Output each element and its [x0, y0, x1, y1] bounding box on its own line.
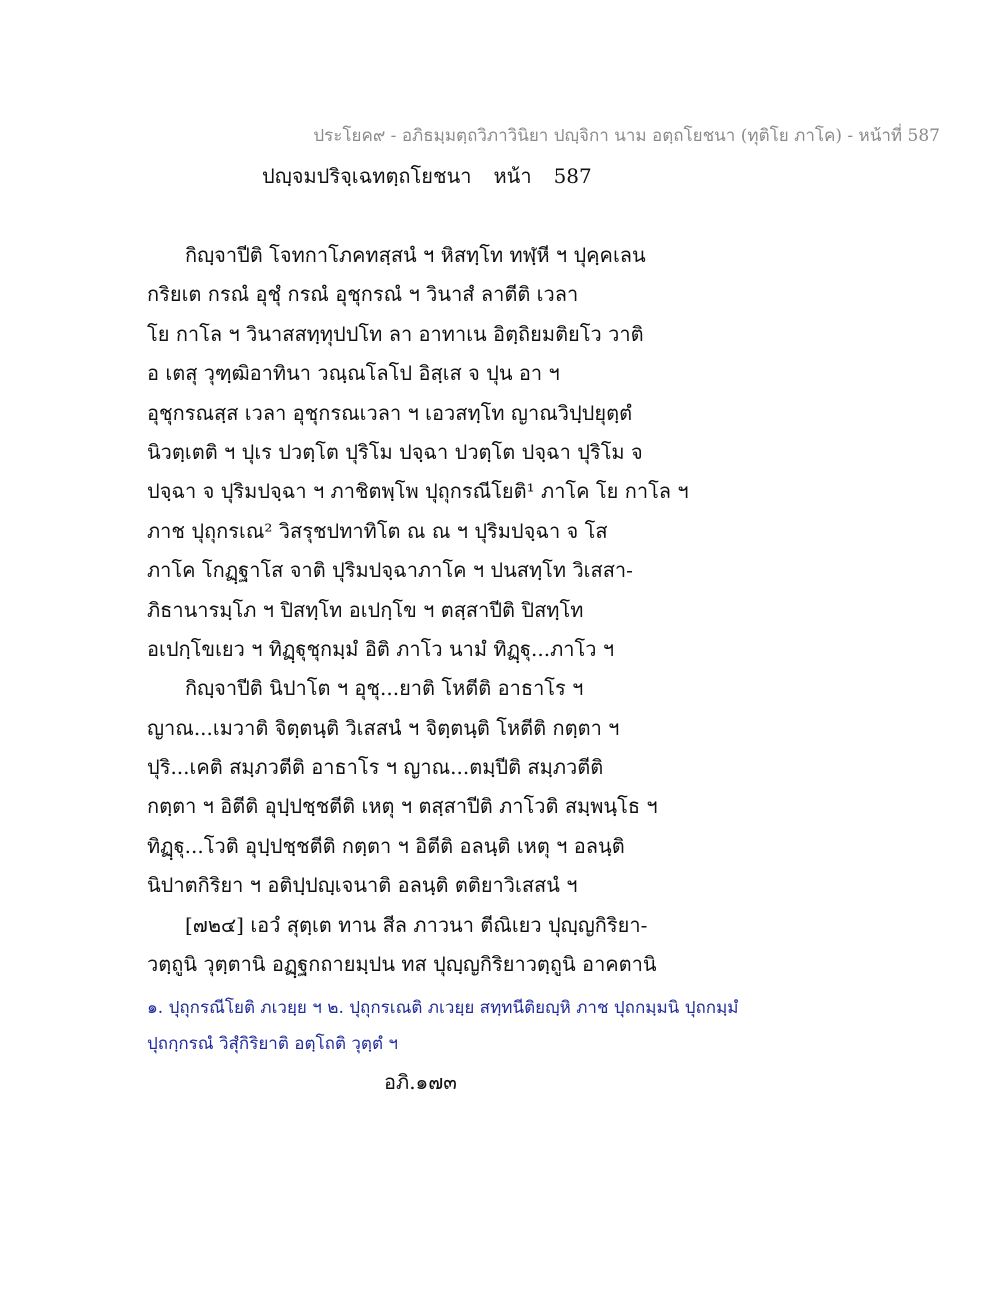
- body-line: ภาโค โกฏฺฐาโส จาติ ปุริมปจฺฉาภาโค ฯ ปนสทฺโท วิเสสา-: [147, 558, 633, 583]
- chapter-heading: [262, 160, 592, 192]
- footnotes: [147, 990, 887, 1062]
- body-line: กิญฺจาปีติ นิปาโต ฯ อุชุ...ยาติ โหตีติ อาธาโร ฯ: [185, 676, 584, 701]
- running-header: ประโยค๙ - อภิธมฺมตฺถวิภาวินิยา ปญฺจิกา นาม อตฺถโยชนา (ทุติโย ภาโค) - หน้าที่ 587: [313, 126, 940, 146]
- footnote-line: ปุถกฺกรณํ วิสุํกิริยาติ อตฺโถติ วุตฺตํ ฯ: [147, 1034, 398, 1054]
- body-line: ปุริ...เคติ สมฺภวตีติ อาธาโร ฯ ญาณ...ตมฺปีติ สมฺภวตีติ: [147, 755, 604, 780]
- body-line: ทิฏฺฐุ...โวติ อุปฺปชฺชตีติ กตฺตา ฯ อิตีติ อลนฺติ เหตุ ฯ อลนฺติ: [147, 833, 625, 858]
- body-line: นิวตฺเตติ ฯ ปุเร ปวตฺโต ปุริโม ปจฺฉา ปวตฺโต ปจฺฉา ปุริโม จ: [147, 439, 643, 464]
- body-line: โย กาโล ฯ วินาสสทฺทุปปโท ลา อาทาเน อิตฺถิยมติยโว วาติ: [147, 321, 644, 346]
- footnote-line: ๑. ปุถุกรณีโยติ ภเวยฺย ฯ ๒. ปุถุกรเณติ ภเวยฺย สทฺทนีติยญฺหิ ภาช ปุถกมฺมนิ ปุถกมฺมํ: [147, 998, 739, 1018]
- body-line: [๗๒๔] เอวํ สุตฺเต ทาน สีล ภาวนา ตีณิเยว ปุญฺญกิริยา-: [185, 912, 648, 937]
- body-line: กิญฺจาปีติ โจทกาโภคทสฺสนํ ฯ หิสทฺโท ทฬฺหี ฯ ปุคฺคเลน: [185, 243, 646, 267]
- page-reference: อภิ.๑๗๓: [384, 1070, 457, 1094]
- body-line: ญาณ...เมวาติ จิตฺตนฺติ วิเสสนํ ฯ จิตฺตนฺติ โหตีติ กตฺตา ฯ: [147, 715, 620, 740]
- body-line: ภิธานารมฺโภ ฯ ปิสทฺโท อเปกฺโข ฯ ตสฺสาปีติ ปิสทฺโท: [147, 597, 584, 622]
- body-line: กริยเต กรณํ อุชุํ กรณํ อุชุกรณํ ฯ วินาสํ ลาตีติ เวลา: [147, 282, 579, 307]
- body-line: ปจฺฉา จ ปุริมปจฺฉา ฯ ภาชิตพฺโพ ปุถุกรณีโยติ¹ ภาโค โย กาโล ฯ: [147, 479, 689, 504]
- body-line: กตฺตา ฯ อิตีติ อุปฺปชฺชตีติ เหตุ ฯ ตสฺสาปีติ ภาโวติ สมฺพนฺโธ ฯ: [147, 794, 658, 819]
- page-number: 587: [553, 164, 592, 188]
- body-line: อเปกฺโขเยว ฯ ทิฏฺฐุชุกมฺมํ อิติ ภาโว นามํ ทิฏฺฐุ...ภาโว ฯ: [147, 636, 615, 661]
- page-label: หน้า: [493, 164, 532, 188]
- body-text: [147, 236, 867, 984]
- body-line: อ เตสุ วุฑฺฒิอาทินา วณฺณโลโป อิสฺเส จ ปุน อา ฯ: [147, 361, 560, 386]
- body-line: วตฺถูนิ วุตฺตานิ อฏฺฐกถายมฺปน ทส ปุญฺญกิริยาวตฺถูนิ อาคตานิ: [147, 952, 657, 977]
- chapter-title: ปญฺจมปริจฺเฉทตฺถโยชนา: [262, 164, 472, 188]
- body-line: อุชุกรณสฺส เวลา อุชุกรณเวลา ฯ เอวสทฺโท ญาณวิปฺปยุตฺตํ: [147, 400, 633, 425]
- body-line: ภาช ปุถุกรเณ² วิสรุชปทาทิโต ณ ณ ฯ ปุริมปจฺฉา จ โส: [147, 518, 608, 543]
- body-line: นิปาตกิริยา ฯ อติปฺปญฺเจนาติ อลนฺติ ตติยาวิเสสนํ ฯ: [147, 873, 578, 898]
